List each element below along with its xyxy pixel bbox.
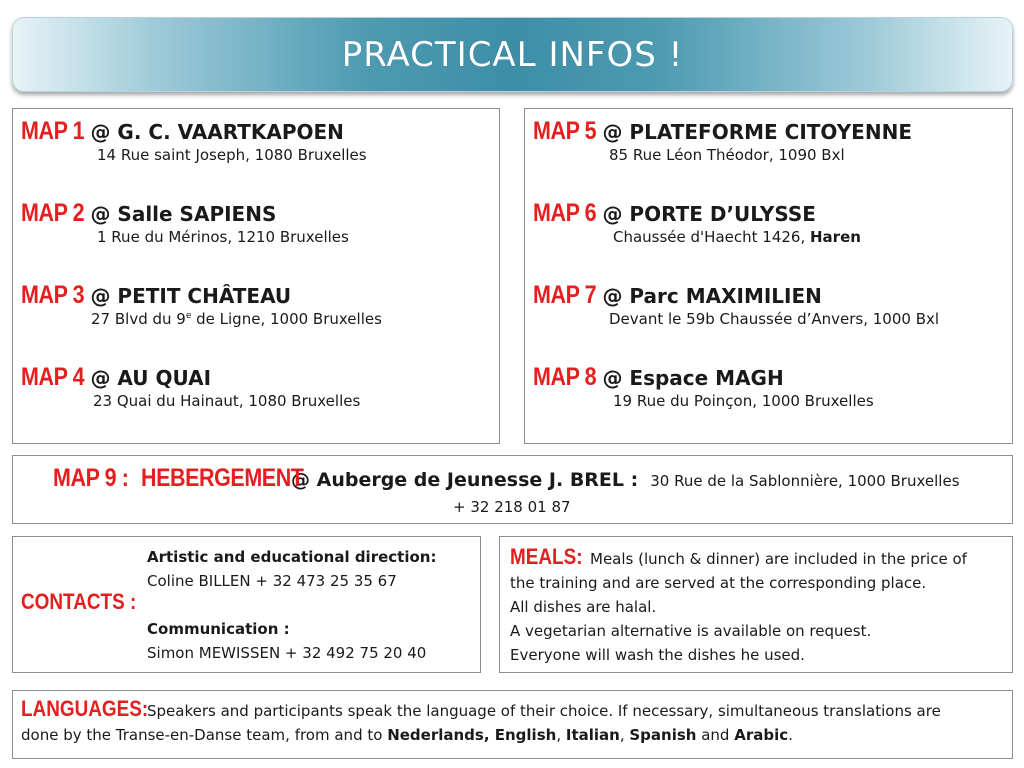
maps-right-box xyxy=(524,108,1013,444)
map-label: MAP 1 xyxy=(21,117,85,145)
languages-box xyxy=(12,690,1013,759)
map-entry-8 xyxy=(533,363,874,410)
contact-person-mewissen: Simon MEWISSEN + 32 492 75 20 40 xyxy=(147,644,427,662)
page-title: PRACTICAL INFOS ! xyxy=(341,34,684,75)
language-name: Spanish xyxy=(629,726,697,744)
languages-label: LANGUAGES: xyxy=(21,696,149,721)
title-banner xyxy=(12,17,1013,92)
meals-label: MEALS: xyxy=(510,544,583,569)
address-text: de Ligne, 1000 Bruxelles xyxy=(191,310,382,328)
separator: , xyxy=(556,726,566,744)
map-label: MAP 3 xyxy=(21,281,85,309)
map-venue: @ G. C. VAARTKAPOEN xyxy=(90,120,344,144)
meals-first-line xyxy=(510,545,967,571)
map-address: 19 Rue du Poinçon, 1000 Bruxelles xyxy=(613,392,874,410)
map9-line xyxy=(53,464,960,493)
meals-line: Everyone will wash the dishes he used. xyxy=(510,646,805,664)
map-entry-7 xyxy=(533,281,939,328)
map-address: Devant le 59b Chaussée d’Anvers, 1000 Bxl xyxy=(609,310,940,328)
languages-line: Speakers and participants speak the language of their choice. If necessary, simultaneous translations are xyxy=(147,702,941,720)
map9-label: MAP 9 : xyxy=(53,464,129,492)
map-address: 1 Rue du Mérinos, 1210 Bruxelles xyxy=(97,228,349,246)
map-label: MAP 7 xyxy=(533,281,597,309)
map-venue: @ PETIT CHÂTEAU xyxy=(90,284,292,308)
map-entry-6 xyxy=(533,199,861,246)
contact-person-billen: Coline BILLEN + 32 473 25 35 67 xyxy=(147,572,397,590)
map-entry-3 xyxy=(21,281,382,328)
address-text: 27 Blvd du 9 xyxy=(91,310,186,328)
spacer xyxy=(147,593,436,617)
map9-address: 30 Rue de la Sablonnière, 1000 Bruxelles xyxy=(650,472,960,490)
meals-box xyxy=(499,536,1013,673)
map9-box xyxy=(12,455,1013,524)
languages-first-line xyxy=(21,697,941,723)
map-label: MAP 4 xyxy=(21,363,85,391)
meals-line: Meals (lunch & dinner) are included in the price of xyxy=(590,550,967,568)
languages-second-line xyxy=(21,723,941,747)
map-entry-4 xyxy=(21,363,360,410)
map-venue: @ PORTE D’ULYSSE xyxy=(602,202,816,226)
map-entry-1 xyxy=(21,117,367,164)
map-address: 23 Quai du Hainaut, 1080 Bruxelles xyxy=(93,392,361,410)
map9-phone: + 32 218 01 87 xyxy=(453,498,571,516)
contacts-box xyxy=(12,536,481,673)
language-name: Italian xyxy=(565,726,620,744)
map-address xyxy=(91,310,382,328)
map-venue: @ AU QUAI xyxy=(90,366,212,390)
address-superscript: e xyxy=(185,311,192,321)
meals-text xyxy=(510,545,967,667)
contact-role-communication: Communication : xyxy=(147,620,290,638)
map-label: MAP 6 xyxy=(533,199,597,227)
address-text: Chaussée d'Haecht 1426, xyxy=(613,228,810,246)
map-venue: @ PLATEFORME CITOYENNE xyxy=(602,120,912,144)
map-venue: @ Espace MAGH xyxy=(602,366,784,390)
address-bold-text: Haren xyxy=(810,228,861,246)
map-label: MAP 8 xyxy=(533,363,597,391)
language-name: Arabic xyxy=(734,726,789,744)
hebergement-label: HEBERGEMENT xyxy=(141,464,304,492)
meals-line: the training and are served at the corresponding place. xyxy=(510,574,927,592)
map-label: MAP 5 xyxy=(533,117,597,145)
separator: . xyxy=(788,726,793,744)
map-entry-2 xyxy=(21,199,349,246)
map-address: 14 Rue saint Joseph, 1080 Bruxelles xyxy=(97,146,367,164)
contacts-label: CONTACTS : xyxy=(21,589,137,614)
languages-text xyxy=(21,697,941,747)
map9-venue: @ Auberge de Jeunesse J. BREL : xyxy=(291,469,639,491)
map-address: 85 Rue Léon Théodor, 1090 Bxl xyxy=(609,146,845,164)
separator: and xyxy=(696,726,735,744)
meals-line: A vegetarian alternative is available on request. xyxy=(510,622,872,640)
map-address xyxy=(613,228,861,246)
maps-left-box xyxy=(12,108,500,444)
map-venue: @ Salle SAPIENS xyxy=(90,202,277,226)
contacts-details xyxy=(147,545,436,665)
language-name: Nederlands, English xyxy=(387,726,557,744)
meals-line: All dishes are halal. xyxy=(510,598,657,616)
separator: , xyxy=(619,726,630,744)
contact-role-direction: Artistic and educational direction: xyxy=(147,548,437,566)
map-entry-5 xyxy=(533,117,912,164)
map-venue: @ Parc MAXIMILIEN xyxy=(602,284,822,308)
map-label: MAP 2 xyxy=(21,199,85,227)
languages-line: done by the Transe-en-Danse team, from and to xyxy=(21,726,388,744)
